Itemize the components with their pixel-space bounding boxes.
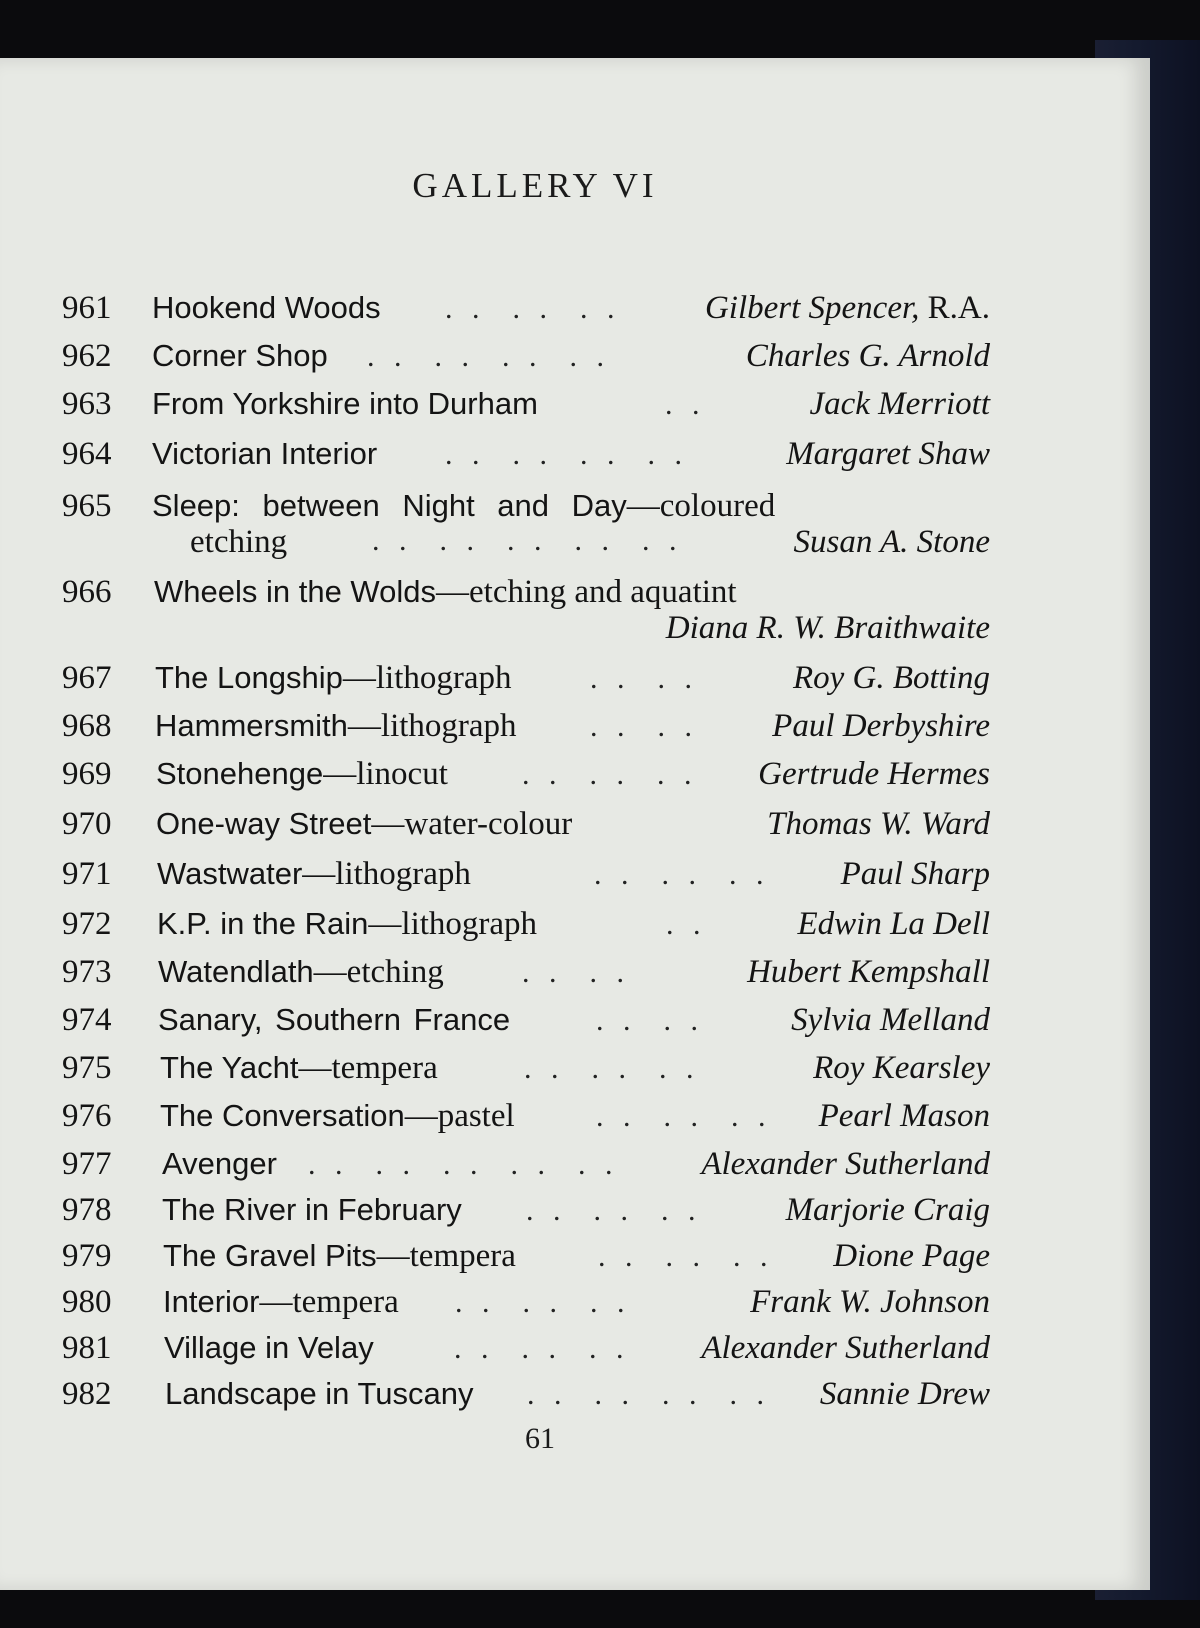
list-item (0, 436, 1150, 486)
entry-artist: Jack Merriott (809, 386, 990, 422)
entry-number: 981 (62, 1330, 112, 1366)
leader-dots: . . . . (596, 1004, 704, 1037)
entry-number: 967 (62, 660, 112, 696)
entry-artist: Charles G. Arnold (745, 338, 990, 374)
entry-artist: Pearl Mason (818, 1098, 990, 1134)
entry-title: Sanary, Southern France (158, 1002, 511, 1037)
entry-number: 963 (62, 386, 112, 422)
entry-number: 968 (62, 708, 112, 744)
entry-number: 973 (62, 954, 112, 990)
leader-dots: . . . . . . . . (445, 438, 688, 471)
entry-title: Interior—tempera (163, 1284, 399, 1320)
entry-title: Landscape in Tuscany (165, 1376, 474, 1411)
page-number: 61 (525, 1422, 555, 1455)
entry-artist: Marjorie Craig (785, 1192, 990, 1228)
entry-number: 962 (62, 338, 112, 374)
entry-title: Hookend Woods (152, 290, 381, 325)
leader-dots: . . . . . . (455, 1286, 631, 1319)
list-item (0, 1146, 1150, 1196)
entry-artist: Sannie Drew (819, 1376, 990, 1412)
entry-title: Village in Velay (164, 1330, 374, 1365)
entry-artist: Sylvia Melland (791, 1002, 990, 1038)
entry-number: 965 (62, 488, 112, 524)
list-item (0, 1376, 1150, 1426)
entry-artist: Margaret Shaw (786, 436, 990, 472)
leader-dots: . . . . (522, 956, 630, 989)
entry-artist: Gertrude Hermes (758, 756, 990, 792)
entry-number: 966 (62, 574, 112, 610)
list-item (0, 1284, 1150, 1334)
entry-number: 964 (62, 436, 112, 472)
leader-dots: . . . . . . (522, 758, 698, 791)
entry-number: 974 (62, 1002, 112, 1038)
entry-artist: Gilbert Spencer, R.A. (704, 290, 990, 326)
entry-medium-continued: etching (190, 524, 288, 560)
entry-number: 979 (62, 1238, 112, 1274)
list-item (0, 906, 1150, 956)
list-item (0, 756, 1150, 806)
list-item (0, 954, 1150, 1004)
leader-dots: . . . . . . (524, 1052, 700, 1085)
list-item (0, 488, 1150, 578)
list-item (0, 660, 1150, 710)
leader-dots: . . (666, 908, 707, 941)
entry-title: Hammersmith—lithograph (155, 708, 517, 744)
leader-dots: . . . . . . . . . . (372, 524, 683, 557)
leader-dots: . . . . (590, 710, 698, 743)
entry-artist: Thomas W. Ward (767, 806, 990, 842)
entry-artist: Dione Page (833, 1238, 990, 1274)
list-item (0, 338, 1150, 388)
leader-dots: . . . . . . (526, 1194, 702, 1227)
leader-dots: . . . . . . . . (527, 1378, 770, 1411)
entry-title: The Gravel Pits—tempera (163, 1238, 516, 1274)
leader-dots: . . . . (590, 662, 698, 695)
list-item (0, 708, 1150, 758)
entry-artist: Susan A. Stone (793, 524, 990, 560)
leader-dots: . . . . . . (454, 1332, 630, 1365)
entry-artist: Alexander Sutherland (701, 1330, 990, 1366)
gallery-title: GALLERY VI (412, 166, 658, 205)
entry-title: Wastwater—lithograph (157, 856, 471, 892)
entry-title: From Yorkshire into Durham (152, 386, 538, 421)
leader-dots: . . (665, 388, 706, 421)
entry-artist: Frank W. Johnson (750, 1284, 990, 1320)
list-item (0, 806, 1150, 856)
entry-title: Watendlath—etching (158, 954, 444, 990)
entry-title: Sleep: between Night and Day—coloured (152, 488, 776, 524)
entry-number: 982 (62, 1376, 112, 1412)
list-item (0, 1330, 1150, 1380)
leader-dots: . . . . . . (445, 292, 621, 325)
catalogue-page (0, 58, 1150, 1590)
entry-title: The Conversation—pastel (160, 1098, 515, 1134)
entry-number: 970 (62, 806, 112, 842)
list-item (0, 1002, 1150, 1052)
leader-dots: . . . . . . (598, 1240, 774, 1273)
entry-artist: Paul Sharp (840, 856, 990, 892)
entry-number: 976 (62, 1098, 112, 1134)
leader-dots: . . . . . . . . . . (308, 1148, 619, 1181)
entry-number: 978 (62, 1192, 112, 1228)
entry-title: Avenger (162, 1146, 277, 1181)
entry-number: 975 (62, 1050, 112, 1086)
entry-number: 977 (62, 1146, 112, 1182)
list-item (0, 1050, 1150, 1100)
entry-number: 971 (62, 856, 112, 892)
entry-title: Wheels in the Wolds—etching and aquatint (154, 574, 737, 610)
leader-dots: . . . . . . . . (367, 340, 610, 373)
entry-artist: Alexander Sutherland (701, 1146, 990, 1182)
entry-number: 972 (62, 906, 112, 942)
entry-artist: Paul Derbyshire (772, 708, 990, 744)
entry-artist: Roy G. Botting (792, 660, 990, 696)
entry-artist: Diana R. W. Braithwaite (665, 610, 990, 646)
entry-artist: Hubert Kempshall (747, 954, 990, 990)
entry-number: 969 (62, 756, 112, 792)
entry-number: 961 (62, 290, 112, 326)
list-item (0, 1192, 1150, 1242)
entry-title: K.P. in the Rain—lithograph (157, 906, 538, 942)
entry-title: The Yacht—tempera (160, 1050, 438, 1086)
entry-artist: Roy Kearsley (813, 1050, 990, 1086)
entry-number: 980 (62, 1284, 112, 1320)
entry-title: Corner Shop (152, 338, 328, 373)
list-item (0, 290, 1150, 340)
list-item (0, 574, 1150, 664)
leader-dots: . . . . . . (596, 1100, 772, 1133)
list-item (0, 1238, 1150, 1288)
list-item (0, 1098, 1150, 1148)
list-item (0, 386, 1150, 436)
entry-title: The River in February (162, 1192, 462, 1227)
entry-title: The Longship—lithograph (155, 660, 512, 696)
entry-title: Stonehenge—linocut (156, 756, 448, 792)
entry-artist: Edwin La Dell (797, 906, 990, 942)
leader-dots: . . . . . . (594, 858, 770, 891)
entry-title: Victorian Interior (152, 436, 378, 471)
list-item (0, 856, 1150, 906)
entry-title: One-way Street—water-colour (156, 806, 573, 842)
